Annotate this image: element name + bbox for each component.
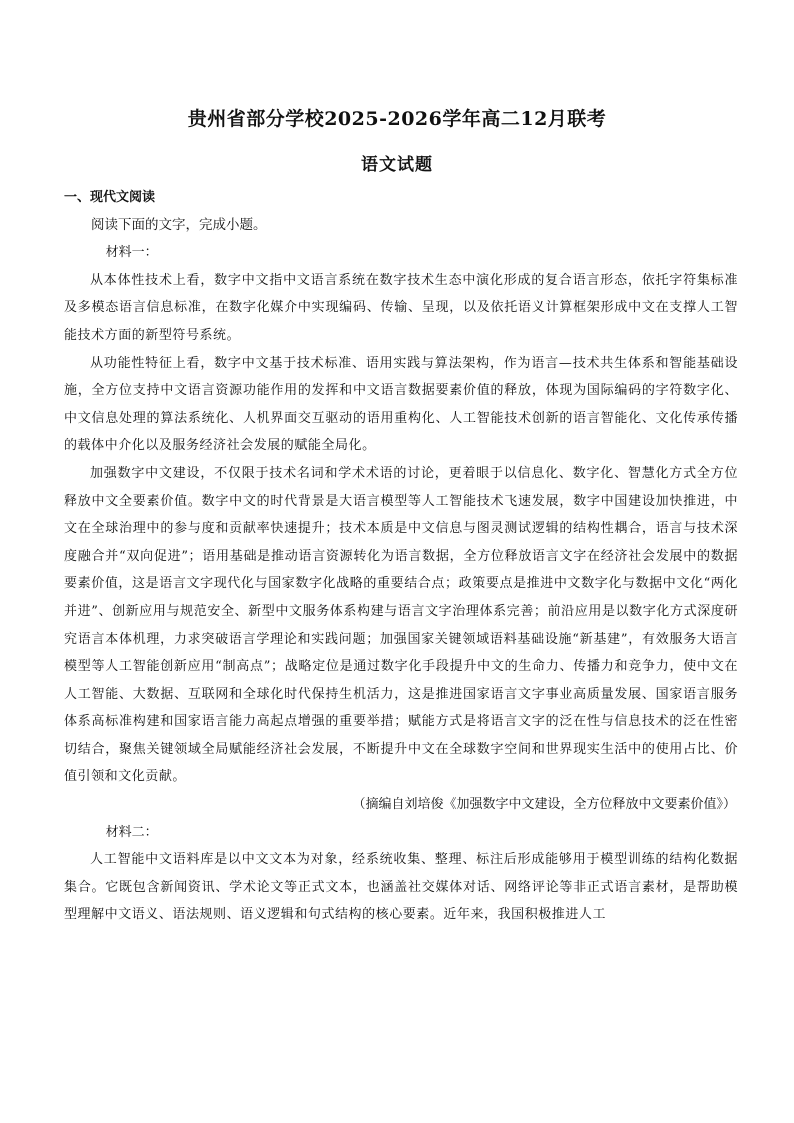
material-1-source: （摘编自刘培俊《加强数字中文建设，全方位释放中文要素价值》） [352, 797, 736, 813]
document-body [64, 184, 738, 929]
material-1-label: 材料一： [105, 245, 158, 261]
material-1-paragraph-3: 加强数字中文建设，不仅限于技术名词和学术术语的讨论，更着眼于以信息化、数字化、智慧化方式全方位释放中文全要素价值。数字中文的时代背景是大语言模型等人工智能技术飞速发展，数字中国建设加快推进，中文在全球治理中的参与度和贡献率快速提升；技术本质是中文信息与图灵测试逻辑的结构性耦合，语言与技术深度融合并“双向促进”；语用基础是推动语言资源转化为语言数据，全方位释放语言文字在经济社会发展中的数据要素价值，这是语言文字现代化与国家数字化战略的重要结合点；政策要点是推进中文数字化与数据中文化“两化并进”、创新应用与规范安全、新型中文服务体系构建与语言文字治理体系完善；前沿应用是以数字化方式深度研究语言本体机理，力求突破语言学理论和实践问题；加强国家关键领域语料基础设施“新基建”，有效服务大语言模型等人工智能创新应用“制高点”；战略定位是通过数字化手段提升中文的生命力、传播力和竞争力，使中文在人工智能、大数据、互联网和全球化时代保持生机活力，这是推进国家语言文字事业高质量发展、国家语言服务体系高标准构建和国家语言能力高起点增强的重要举措；赋能方式是将语言文字的泛在性与信息技术的泛在性密切结合，聚焦关键领域全局赋能经济社会发展，不断提升中文在全球数字空间和世界现实生活中的使用占比、价值引领和文化贡献。 [64, 465, 738, 785]
document-subtitle: 语文试题 [361, 155, 433, 175]
document-title: 贵州省部分学校2025-2026学年高二12月联考 [187, 108, 607, 130]
material-2-paragraph-1: 人工智能中文语料库是以中文文本为对象，经系统收集、整理、标注后形成能够用于模型训练的结构化数据集合。它既包含新闻资讯、学术论文等正式文本，也涵盖社交媒体对话、网络评论等非正式语言素材，是帮助模型理解中文语义、语法规则、语义逻辑和句式结构的核心要素。近年来，我国积极推进人工 [64, 852, 738, 923]
section-heading: 一、现代文阅读 [64, 190, 156, 205]
material-1-paragraph-1: 从本体性技术上看，数字中文指中文语言系统在数字技术生态中演化形成的复合语言形态，依托字符集标准及多模态语言信息标准，在数字化媒介中实现编码、传输、呈现，以及依托语义计算框架形成中文在支撑人工智能技术方面的新型符号系统。 [64, 272, 738, 343]
material-1-paragraph-2: 从功能性特征上看，数字中文基于技术标准、语用实践与算法架构，作为语言—技术共生体系和智能基础设施，全方位支持中文语言资源功能作用的发挥和中文语言数据要素价值的释放，体现为国际编码的字符数字化、中文信息处理的算法系统化、人机界面交互驱动的语用重构化、人工智能技术创新的语言智能化、文化传承传播的载体中介化以及服务经济社会发展的赋能全局化。 [64, 355, 738, 454]
material-2-label: 材料二： [105, 824, 158, 840]
reading-instruction: 阅读下面的文字，完成小题。 [91, 216, 267, 233]
